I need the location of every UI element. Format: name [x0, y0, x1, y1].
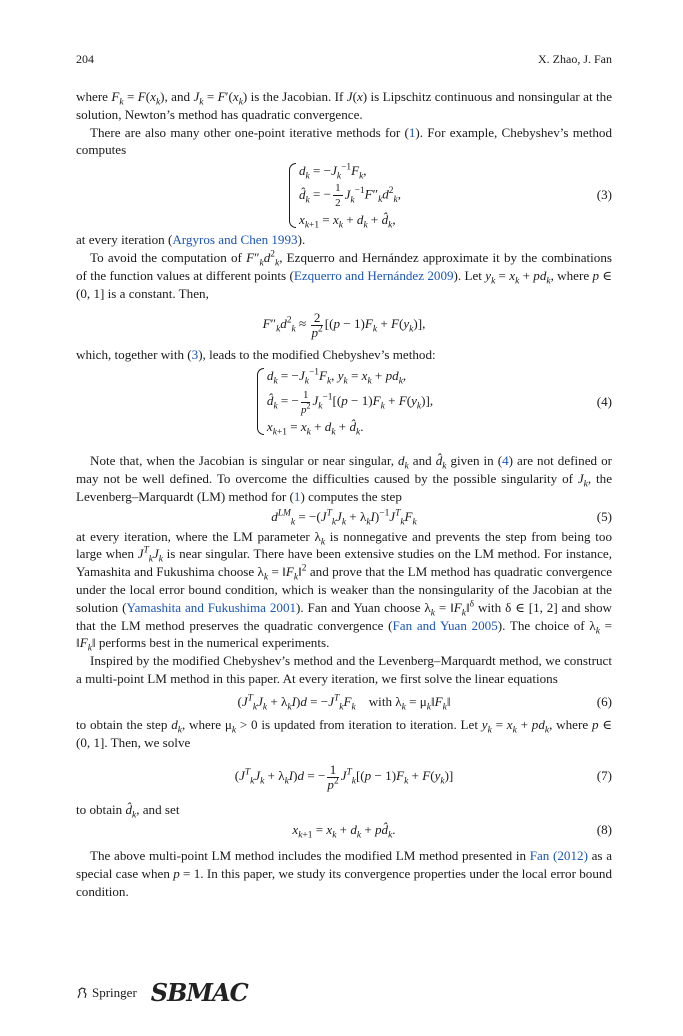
- paragraph: where $F_k = F(x_k)$, and $J_k = F'(x_k)$ is the Jacobian. If J(x) is Lipschitz continuous and nonsingular at the solution, Newton’s method has quadratic convergence.: [76, 89, 613, 122]
- paragraph: Note that, when the Jacobian is singular or near singular, $d_k$ and $d̂_k$ given in (4) are not defined or may not be well defined. To overcome the difficulties caused by the possible singularity of $J_k$, the Levenberg–Marquardt (LM) method for (1) computes the step: [76, 453, 613, 504]
- paragraph: at every iteration, where the LM parameter $\lambda_k$ is nonnegative and prevents the step from being too large when $J^T_kJ_k$ is near singular. There have been extensive studies on the LM method. For instance, Yamashita and Fukushima choose $\lambda_k$ = $‖F_k‖^2$ and prove that the LM method has quadratic convergence under the local error bound condition, which is weaker than the nonsingularity of the Jacobian at the solution (Yamashita and Fukushima 2001). Fan and Yuan choose $\lambda_k$ = $‖F_k‖^\delta$ with δ ∈ [1, 2] and show that the LM method preserves the quadratic convergence (Fan and Yuan 2005). The choice of $\lambda_k$ = $‖F_k‖$ performs best in the numerical experiments.: [76, 528, 613, 654]
- equation-ref-link[interactable]: 1: [408, 124, 416, 140]
- equation-ref-link[interactable]: 1: [293, 488, 301, 504]
- citation-link[interactable]: Ezquerro and Hernández 2009: [293, 267, 454, 283]
- citation-link[interactable]: Fan (2012): [529, 848, 588, 864]
- equation-number: (7): [596, 768, 612, 784]
- equation-8: $x_{k+1} = x_k + d_k$ + $pd̂_k$. (8): [76, 819, 612, 841]
- equation-4: $d_k = -J_k^{-1}F_k$, $y_k = x_k + pd_k$, $d̂_k$ = − $\frac{1}{p^2}$ $J_k^{-1}[(p - 1)F_k + F(y_k)]$, $x_{k+1} = x_k + d_k$ + $d̂_k$. (4): [76, 364, 612, 440]
- paragraph: To avoid the computation of $F''_kd^2_k$, Ezquerro and Hernández approximate it by the combinations of the function values at different points (Ezquerro and Hernández 2009). Let $y_k = x_k + pd_k$, where p ∈ (0, 1] is a constant. Then,: [76, 249, 613, 301]
- equation-ref-link[interactable]: 3: [191, 347, 199, 363]
- running-authors: X. Zhao, J. Fan: [538, 52, 612, 66]
- paragraph: The above multi-point LM method includes the modified LM method presented in Fan (2012) as a special case when p = 1. In this paper, we study its convergence properties under the local error bound condition.: [76, 848, 612, 899]
- publisher-name: Springer: [92, 984, 137, 1000]
- citation-link[interactable]: Fan and Yuan 2005: [392, 617, 498, 633]
- paragraph: Inspired by the modified Chebyshev’s method and the Levenberg–Marquardt method, we construct a multi-point LM method in this paper. At every iteration, we first solve the linear equations: [76, 653, 612, 686]
- paragraph: at every iteration (Argyros and Chen 1993).: [76, 232, 306, 248]
- equation-number: (5): [596, 508, 612, 524]
- article-body: [76, 88, 612, 901]
- springer-horse-icon: [76, 987, 88, 999]
- paragraph: to obtain $d̂_k$, and set: [76, 802, 180, 821]
- equation-number: (6): [596, 693, 612, 709]
- equation-approx: $F''_kd^2_k$ ≈ $\frac{2}{p^2}$ $[(p - 1)F_k + F(y_k)]$,: [262, 309, 426, 340]
- equation-number: (8): [596, 822, 612, 838]
- page-number: 204: [76, 52, 94, 66]
- equation-5: $d^{LM}_k = -(J^T_kJ_k + \lambda_kI)^{-1}J^T_kF_k$ (5): [76, 506, 612, 528]
- page-footer: [76, 978, 248, 1010]
- paragraph: There are also many other one-point iterative methods for (1). For example, Chebyshev’s method computes: [76, 124, 612, 158]
- citation-link[interactable]: Argyros and Chen 1993: [172, 232, 298, 248]
- page: [76, 0, 612, 1036]
- equation-6: $(J^T_kJ_k + \lambda_kI)d = -J^T_kF_k$ with $\lambda_k$ = $\mu_k‖F_k‖$ (6): [76, 688, 612, 716]
- citation-link[interactable]: Yamashita and Fukushima 2001: [126, 599, 297, 615]
- paragraph: which, together with (3), leads to the modified Chebyshev’s method:: [76, 347, 436, 363]
- springer-logo: [76, 978, 248, 1007]
- equation-3: $d_k = -J_k^{-1}F_k$, $d̂_k$ = − $\frac{1}{2}$ $J_k^{-1}F''_kd^2_k$, $x_{k+1} = x_k + d_k$ + $d̂_k$, (3): [76, 159, 612, 231]
- equation-number: (3): [596, 187, 612, 203]
- equation-ref-link[interactable]: 4: [502, 453, 509, 469]
- equation-number: (4): [596, 394, 612, 410]
- journal-logo: SBMAC: [150, 978, 248, 1007]
- paragraph: to obtain the step $d_k$, where $\mu_k > 0$ is updated from iteration to iteration. Let $y_k = x_k + pd_k$, where p ∈ (0, 1]. Then, we solve: [76, 716, 612, 750]
- equation-7: $(J^T_kJ_k + \lambda_kI)d$ = − $\frac{1}{p^2}$ $J^T_k[(p - 1)F_k + F(y_k)]$ (7): [76, 751, 612, 801]
